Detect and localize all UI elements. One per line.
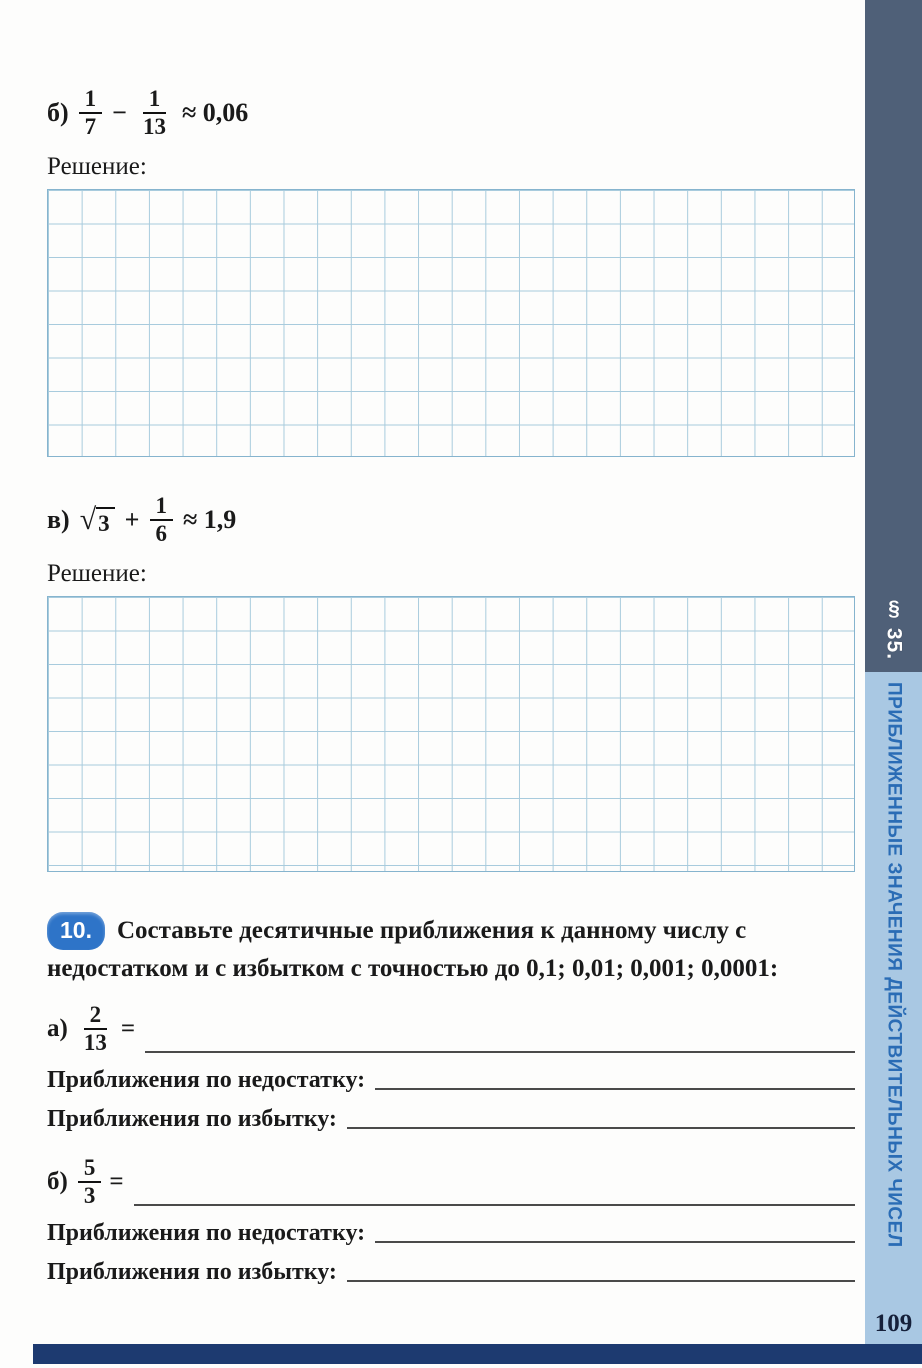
- answer-line: [347, 1280, 855, 1282]
- deficiency-label: Приближения по недостатку:: [47, 1066, 366, 1093]
- approx-value: ≈ 0,06: [182, 98, 249, 128]
- problem-v-label: в): [47, 505, 70, 535]
- equals-sign: =: [109, 1168, 124, 1196]
- part-b-row: [47, 1155, 855, 1210]
- square-root-expression: [80, 504, 115, 537]
- chapter-sidebar: [865, 0, 922, 1344]
- problem-number-badge: 10.: [47, 912, 105, 951]
- problem-b-label: б): [47, 98, 69, 128]
- part-b-deficiency-row: [47, 1220, 855, 1247]
- fraction-one-seventh: [79, 86, 103, 141]
- sidebar-dark-band: [865, 0, 922, 672]
- fraction-denominator: 13: [83, 1030, 107, 1056]
- part-a-label: а): [47, 1015, 68, 1043]
- answer-line: [375, 1088, 855, 1090]
- solution-label-v: Решение:: [47, 559, 147, 587]
- solution-grid-b: [47, 189, 855, 457]
- excess-label: Приближения по избытку:: [47, 1105, 337, 1132]
- fraction-denominator: 13: [143, 114, 166, 140]
- approx-value: ≈ 1,9: [183, 505, 237, 535]
- equals-sign: =: [120, 1015, 136, 1043]
- fraction-numerator: 2: [84, 1002, 108, 1030]
- problem-10-statement: [47, 912, 855, 988]
- fraction-numerator: 5: [78, 1155, 102, 1183]
- problem-b-statement: [47, 86, 855, 141]
- answer-line: [347, 1127, 855, 1129]
- part-a-row: [47, 1002, 855, 1057]
- answer-line: [134, 1204, 855, 1206]
- plus-operator: +: [124, 505, 140, 535]
- fraction-numerator: 1: [79, 86, 103, 114]
- part-b-label: б): [47, 1168, 68, 1196]
- part-a-deficiency-row: [47, 1067, 855, 1094]
- fraction-two-thirteenths: [78, 1002, 113, 1057]
- bottom-decoration-bar: [33, 1344, 922, 1364]
- chapter-title: ПРИБЛИЖЕННЫЕ ЗНАЧЕНИЯ ДЕЙСТВИТЕЛЬНЫХ ЧИСЕЛ: [883, 682, 905, 1248]
- problem-v-statement: [47, 493, 855, 548]
- fraction-denominator: 3: [83, 1183, 96, 1209]
- problem-10-text: Составьте десятичные приближения к данному числу с недостатком и с избытком с точностью до 0,1; 0,01; 0,001; 0,0001:: [47, 916, 779, 983]
- sidebar-light-band: [865, 672, 922, 1344]
- minus-operator: −: [112, 98, 127, 128]
- answer-line: [145, 1051, 855, 1053]
- section-number: § 35.: [882, 596, 906, 660]
- radicand: 3: [96, 507, 115, 537]
- solution-label-b: Решение:: [47, 152, 147, 180]
- fraction-one-thirteenth: [137, 86, 172, 141]
- answer-line: [375, 1241, 855, 1243]
- deficiency-label: Приближения по недостатку:: [47, 1219, 366, 1246]
- page-number: 109: [874, 1310, 913, 1337]
- radical-sign: √: [79, 502, 97, 536]
- part-a-excess-row: [47, 1106, 855, 1133]
- fraction-one-sixth: [150, 493, 174, 548]
- page-content: [47, 0, 855, 1286]
- fraction-numerator: 1: [150, 493, 174, 521]
- fraction-numerator: 1: [143, 86, 167, 114]
- solution-grid-v: [47, 596, 855, 872]
- fraction-denominator: 6: [155, 521, 167, 547]
- excess-label: Приближения по избытку:: [47, 1258, 337, 1285]
- part-b-excess-row: [47, 1259, 855, 1286]
- fraction-denominator: 7: [84, 114, 97, 140]
- fraction-five-thirds: [78, 1155, 102, 1210]
